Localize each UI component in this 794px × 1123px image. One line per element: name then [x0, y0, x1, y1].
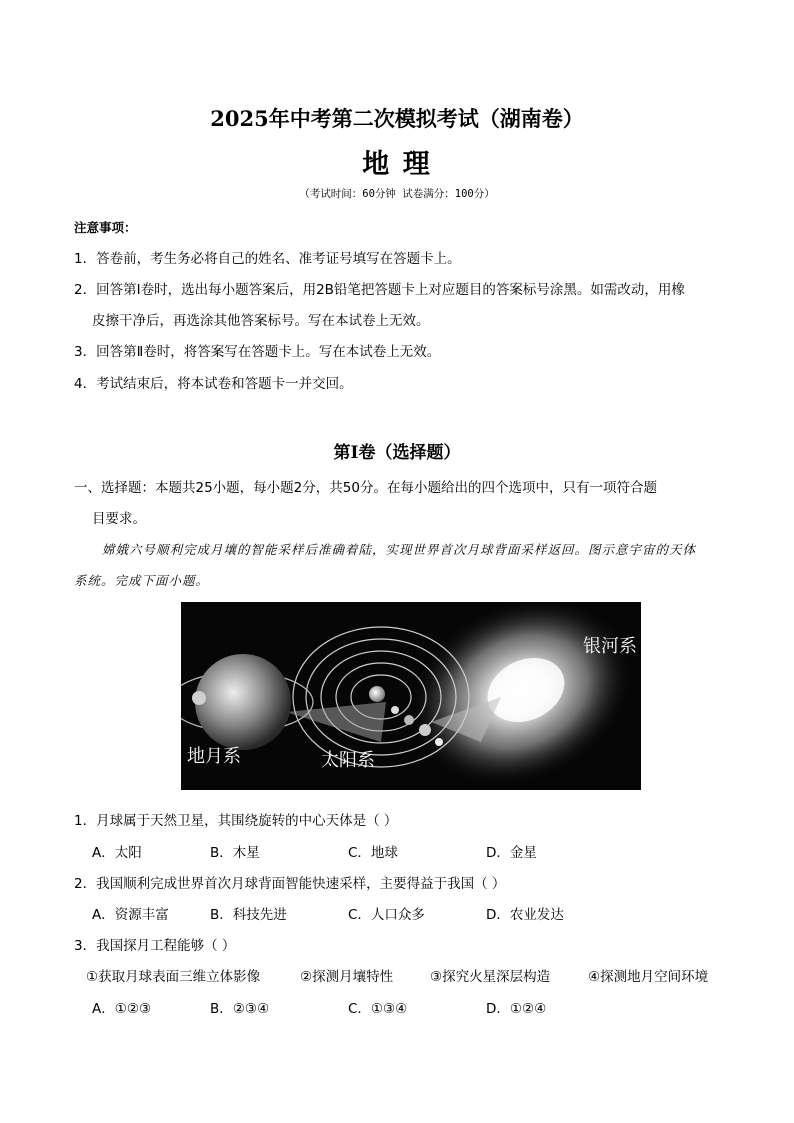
q1-option-d: D．金星 [486, 845, 537, 861]
q2-option-b: B．科技先进 [210, 907, 287, 923]
label-earth-moon: 地月系 [187, 746, 241, 767]
celestial-systems-figure [181, 602, 641, 790]
question-stem-text: 系统。完成下面小题。 [74, 573, 210, 588]
q1-option-c: C．地球 [348, 845, 398, 861]
earth-shape [195, 654, 291, 750]
q2-option-a: A．资源丰富 [92, 907, 169, 923]
q3-statement-3: ③探究火星深层构造 [430, 969, 551, 985]
section-instruction: 一、选择题：本题共25小题，每小题2分，共50分。在每小题给出的四个选项中，只有一项符合题 [74, 480, 657, 496]
q3-option-a: A．①②③ [92, 1001, 152, 1017]
celestial-systems-illustration [181, 602, 641, 790]
q2-option-d: D．农业发达 [486, 907, 564, 923]
label-galaxy: 银河系 [583, 636, 637, 657]
moon-shape [192, 691, 206, 705]
question-stem-text: 嫦娥六号顺利完成月壤的智能采样后准确着陆，实现世界首次月球背面采样返回。图示意宇宙的天体 [102, 542, 697, 557]
note-item: 2．回答第Ⅰ卷时，选出每小题答案后，用2B铅笔把答题卡上对应题目的答案标号涂黑。如需改动，用橡 [74, 282, 685, 298]
q3-option-d: D．①②④ [486, 1001, 547, 1017]
section-instruction: 目要求。 [92, 511, 146, 527]
q3-statement-4: ④探测地月空间环境 [588, 969, 709, 985]
exam-title: 2025年中考第二次模拟考试（湖南卷） [210, 106, 584, 131]
note-item: 1．答卷前，考生务必将自己的姓名、准考证号填写在答题卡上。 [74, 251, 461, 267]
note-item: 3．回答第Ⅱ卷时，将答案写在答题卡上。写在本试卷上无效。 [74, 344, 441, 360]
q3-statement-2: ②探测月壤特性 [300, 969, 394, 985]
question-1-stem: 1．月球属于天然卫星，其围绕旋转的中心天体是（ ） [74, 813, 398, 829]
label-solar-system: 太阳系 [321, 750, 375, 771]
subject-title: 地 理 [362, 149, 432, 180]
question-3-stem: 3．我国探月工程能够（ ） [74, 938, 236, 954]
section-title: 第Ⅰ卷（选择题） [333, 443, 461, 463]
exam-info: （考试时间：60分钟 试卷满分：100分） [299, 188, 495, 200]
notes-heading: 注意事项： [74, 220, 137, 235]
sun-shape [369, 686, 385, 702]
question-2-stem: 2．我国顺利完成世界首次月球背面智能快速采样，主要得益于我国（ ） [74, 876, 506, 892]
q3-option-c: C．①③④ [348, 1001, 408, 1017]
q2-option-c: C．人口众多 [348, 907, 425, 923]
q1-option-b: B．木星 [210, 845, 260, 861]
q1-option-a: A．太阳 [92, 845, 142, 861]
q3-option-b: B．②③④ [210, 1001, 270, 1017]
note-item: 4．考试结束后，将本试卷和答题卡一并交回。 [74, 376, 353, 392]
q3-statement-1: ①获取月球表面三维立体影像 [86, 969, 261, 985]
note-item: 皮擦干净后，再选涂其他答案标号。写在本试卷上无效。 [92, 313, 430, 329]
